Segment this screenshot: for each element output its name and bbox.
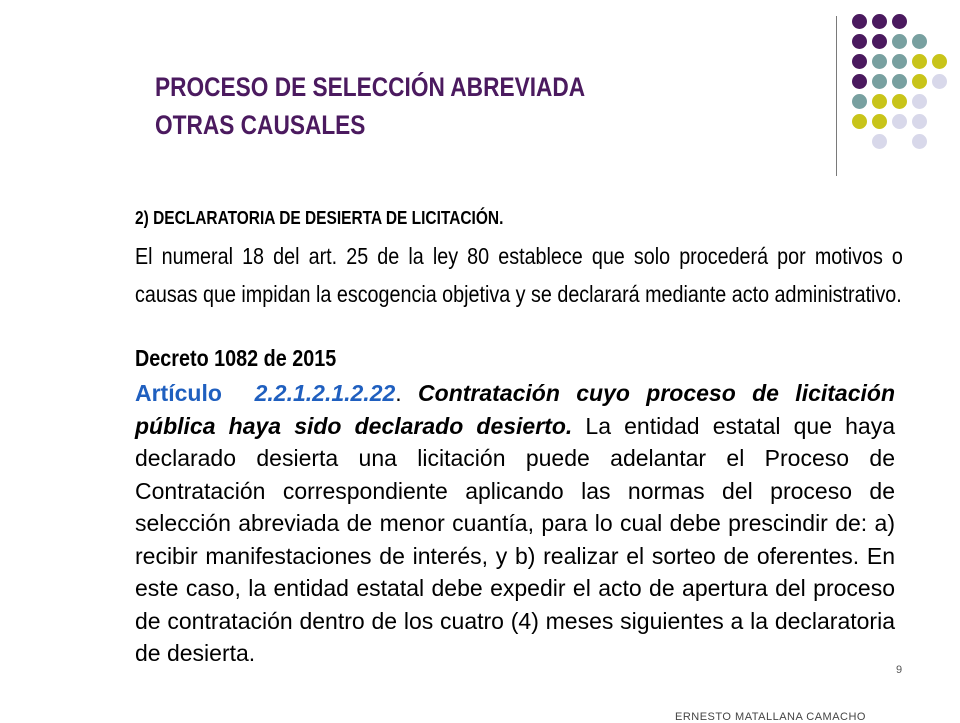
dot-teal — [892, 54, 907, 69]
dot-purple — [872, 14, 887, 29]
dot-olive — [852, 114, 867, 129]
dot-olive — [872, 114, 887, 129]
slide-title-line-1: PROCESO DE SELECCIÓN ABREVIADA — [155, 72, 586, 102]
dot-teal — [892, 34, 907, 49]
dot-olive — [872, 94, 887, 109]
articulo-label: Artículo — [135, 380, 222, 406]
dot-lavender — [932, 74, 947, 89]
dot-lavender — [872, 134, 887, 149]
dot-purple — [852, 54, 867, 69]
dot-lavender — [912, 134, 927, 149]
dot-teal — [892, 74, 907, 89]
decreto-heading: Decreto 1082 de 2015 — [135, 345, 337, 371]
dot-lavender — [912, 114, 927, 129]
articulo-body: La entidad estatal que haya declarado desierta una licitación puede adelantar el Proceso de Contratación correspondiente aplicando las normas del proceso de selección abreviada de menor cuantía, para lo cual debe prescindir de: a) recibir manifestaciones de interés, y b) realizar el sorteo de oferentes. En este caso, la entidad estatal debe expedir el acto de apertura del proceso de contratación dentro de los cuatro (4) meses siguientes a la declaratoria de desierta. — [135, 412, 896, 666]
dot-olive — [892, 94, 907, 109]
dot-teal — [872, 54, 887, 69]
dot-purple — [852, 34, 867, 49]
section-heading: 2) DECLARATORIA DE DESIERTA DE LICITACIÓN. — [135, 208, 504, 228]
dot-olive — [912, 54, 927, 69]
articulo-paragraph: Artículo 2.2.1.2.1.2.22. Contratación cuyo proceso de licitación pública haya sido declarado desierto. La entidad estatal que haya declarado desierta una licitación puede adelantar el Proceso de Contratación correspondiente aplicando las normas del proceso de selección abreviada de menor cuantía, para lo cual debe prescindir de: a) recibir manifestaciones de interés, y b) realizar el sorteo de oferentes. En este caso, la entidad estatal debe expedir el acto de apertura del proceso de contratación dentro de los cuatro (4) meses siguientes a la declaratoria de desierta. — [135, 380, 896, 666]
dot-lavender — [912, 94, 927, 109]
dot-olive — [912, 74, 927, 89]
articulo-title: Contratación cuyo proceso de licitación pública haya sido declarado desierto. — [135, 380, 896, 439]
dot-grid-decoration — [0, 0, 960, 200]
dot-purple — [892, 14, 907, 29]
dot-teal — [872, 74, 887, 89]
dot-olive — [932, 54, 947, 69]
page-number: 9 — [896, 664, 903, 676]
dot-teal — [912, 34, 927, 49]
dot-purple — [852, 14, 867, 29]
dot-teal — [852, 94, 867, 109]
slide-title-line-2: OTRAS CAUSALES — [155, 110, 366, 140]
dot-purple — [852, 74, 867, 89]
intro-paragraph: El numeral 18 del art. 25 de la ley 80 establece que solo procederá por motivos o causas que impidan la escogencia objetiva y se declarará mediante acto administrativo. — [135, 243, 903, 307]
footer-author: ERNESTO MATALLANA CAMACHO — [675, 711, 866, 723]
articulo-number: 2.2.1.2.1.2.22 — [254, 380, 396, 406]
dot-lavender — [892, 114, 907, 129]
dot-purple — [872, 34, 887, 49]
